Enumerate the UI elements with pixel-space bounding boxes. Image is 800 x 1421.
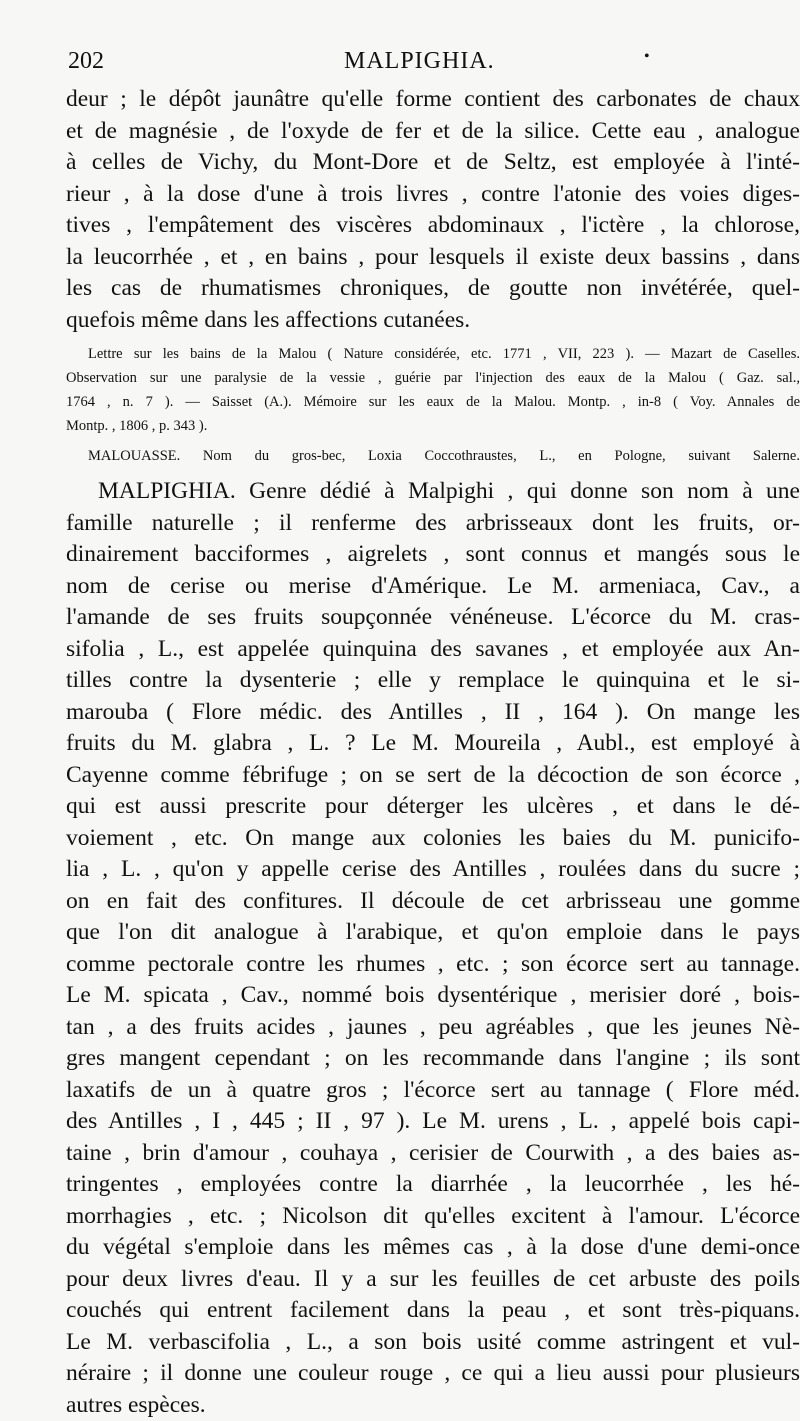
text-line: morrhagies , etc. ; Nicolson dit qu'elles excitent à l'amour. L'écorce — [66, 1201, 800, 1233]
body-text — [66, 84, 800, 1421]
text-line: tringentes , employées contre la diarrhée , la leucorrhée , les hé- — [66, 1169, 800, 1201]
text-line: quefois même dans les affections cutanées. — [66, 305, 800, 337]
page-number: 202 — [68, 48, 104, 75]
text-line: Cayenne comme fébrifuge ; on se sert de la décoction de son écorce , — [66, 760, 800, 792]
text-line: fruits du M. glabra , L. ? Le M. Moureila , Aubl., est employé à — [66, 728, 800, 760]
text-line: qui est aussi prescrite pour déterger les ulcères , et dans le dé- — [66, 791, 800, 823]
footnote-line: Observation sur une paralysie de la vessie , guérie par l'injection des eaux de la Malou ( Gaz. sal., — [66, 366, 800, 390]
footnote-line: 1764 , n. 7 ). — Saisset (A.). Mémoire sur les eaux de la Malou. Montp. , in-8 ( Voy. Annales de — [66, 390, 800, 414]
text-line: laxatifs de un à quatre gros ; l'écorce sert au tannage ( Flore méd. — [66, 1075, 800, 1107]
text-line: la leucorrhée , et , en bains , pour lesquels il existe deux bassins , dans — [66, 242, 800, 274]
text-line: l'amande de ses fruits soupçonnée vénéneuse. L'écorce du M. cras- — [66, 602, 800, 634]
text-line: tan , a des fruits acides , jaunes , peu agréables , que les jeunes Nè- — [66, 1012, 800, 1044]
text-line: deur ; le dépôt jaunâtre qu'elle forme contient des carbonates de chaux — [66, 84, 800, 116]
text-line: les cas de rhumatismes chroniques, de goutte non invétérée, quel- — [66, 273, 800, 305]
text-line: rieur , à la dose d'une à trois livres , contre l'atonie des voies diges- — [66, 179, 800, 211]
text-line: lia , L. , qu'on y appelle cerise des Antilles , roulées dans du sucre ; — [66, 854, 800, 886]
text-line: Le M. verbascifolia , L., a son bois usité comme astringent et vul- — [66, 1327, 800, 1359]
text-line: Le M. spicata , Cav., nommé bois dysentérique , merisier doré , bois- — [66, 980, 800, 1012]
text-line: comme pectorale contre les rhumes , etc. ; son écorce sert au tannage. — [66, 949, 800, 981]
text-line: que l'on dit analogue à l'arabique, et qu'on emploie dans le pays — [66, 917, 800, 949]
entry-malouasse: MALOUASSE. Nom du gros-bec, Loxia Coccothraustes, L., en Pologne, suivant Salerne. — [66, 444, 800, 468]
text-line: du végétal s'emploie dans les mêmes cas , à la dose d'une demi-once — [66, 1232, 800, 1264]
text-line: pour deux livres d'eau. Il y a sur les feuilles de cet arbuste des poils — [66, 1264, 800, 1296]
text-line: tilles contre la dysenterie ; elle y remplace le quinquina et le si- — [66, 665, 800, 697]
footnote-line: Lettre sur les bains de la Malou ( Nature considérée, etc. 1771 , VII, 223 ). — Mazart de Caselles. — [66, 342, 800, 366]
text-line: dinairement bacciformes , aigrelets , sont connus et mangés sous le — [66, 539, 800, 571]
text-line: couchés qui entrent facilement dans la peau , et sont très-piquans. — [66, 1295, 800, 1327]
text-line: tives , l'empâtement des viscères abdominaux , l'ictère , la chlorose, — [66, 210, 800, 242]
text-line: famille naturelle ; il renferme des arbrisseaux dont les fruits, or- — [66, 508, 800, 540]
entry-malpighia-heading-line: MALPIGHIA. Genre dédié à Malpighi , qui donne son nom à une — [66, 476, 800, 508]
text-line: sifolia , L., est appelée quinquina des savanes , et employée aux An- — [66, 634, 800, 666]
text-line: nom de cerise ou merise d'Amérique. Le M. armeniaca, Cav., a — [66, 571, 800, 603]
text-line: gres mangent cependant ; on les recommande dans l'angine ; ils sont — [66, 1043, 800, 1075]
text-line: à celles de Vichy, du Mont-Dore et de Seltz, est employée à l'inté- — [66, 147, 800, 179]
text-line: des Antilles , I , 445 ; II , 97 ). Le M. urens , L. , appelé bois capi- — [66, 1106, 800, 1138]
text-line: néraire ; il donne une couleur rouge , ce qui a lieu aussi pour plusieurs — [66, 1358, 800, 1390]
running-title: MALPIGHIA. — [344, 48, 495, 75]
footnote-line: Montp. , 1806 , p. 343 ). — [66, 414, 800, 438]
text-line: et de magnésie , de l'oxyde de fer et de la silice. Cette eau , analogue — [66, 116, 800, 148]
text-line: voiement , etc. On mange aux colonies les baies du M. punicifo- — [66, 823, 800, 855]
ornament-mark: • — [644, 48, 650, 66]
text-line: autres espèces. — [66, 1390, 800, 1421]
running-head — [68, 48, 780, 78]
text-line: marouba ( Flore médic. des Antilles , II , 164 ). On mange les — [66, 697, 800, 729]
text-line: on en fait des confitures. Il découle de cet arbrisseau une gomme — [66, 886, 800, 918]
text-line: taine , brin d'amour , couhaya , cerisier de Courwith , a des baies as- — [66, 1138, 800, 1170]
